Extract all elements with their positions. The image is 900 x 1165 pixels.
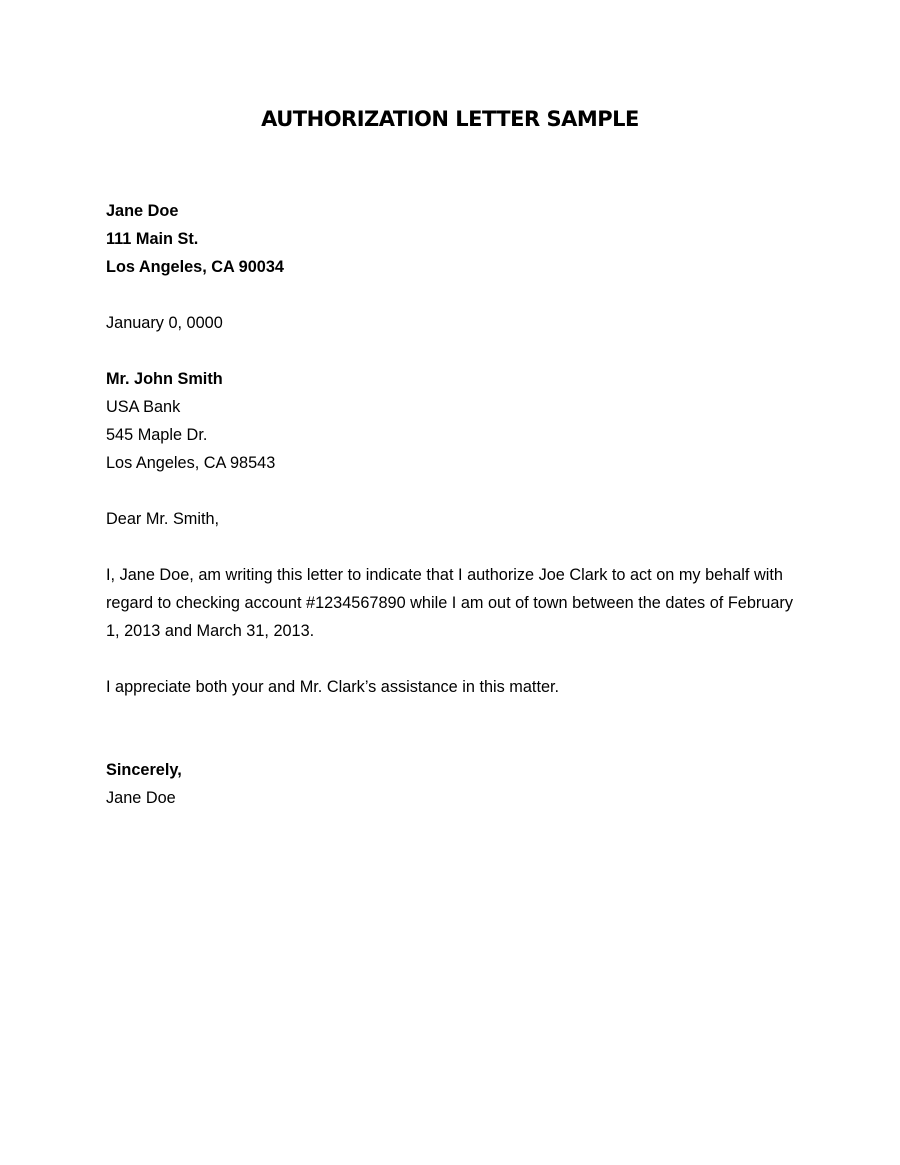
closing: Sincerely, [106, 761, 182, 779]
body-paragraph-2: I appreciate both your and Mr. Clark’s assistance in this matter. [106, 678, 560, 696]
sender-city: Los Angeles, CA 90034 [106, 258, 284, 276]
document-title: AUTHORIZATION LETTER SAMPLE [261, 107, 639, 131]
signature-name: Jane Doe [106, 789, 176, 807]
body-paragraph-1-line-1: I, Jane Doe, am writing this letter to indicate that I authorize Joe Clark to act on my behalf with [106, 566, 783, 584]
body-paragraph-1-line-2: regard to checking account #1234567890 while I am out of town between the dates of February [106, 594, 793, 612]
recipient-city: Los Angeles, CA 98543 [106, 454, 276, 472]
recipient-street: 545 Maple Dr. [106, 426, 208, 444]
body-paragraph-1-line-3: 1, 2013 and March 31, 2013. [106, 622, 315, 640]
letter-date: January 0, 0000 [106, 314, 223, 332]
sender-name: Jane Doe [106, 202, 179, 220]
recipient-organization: USA Bank [106, 398, 181, 416]
salutation: Dear Mr. Smith, [106, 510, 220, 528]
sender-street: 111 Main St. [106, 230, 199, 248]
recipient-name: Mr. John Smith [106, 370, 223, 388]
